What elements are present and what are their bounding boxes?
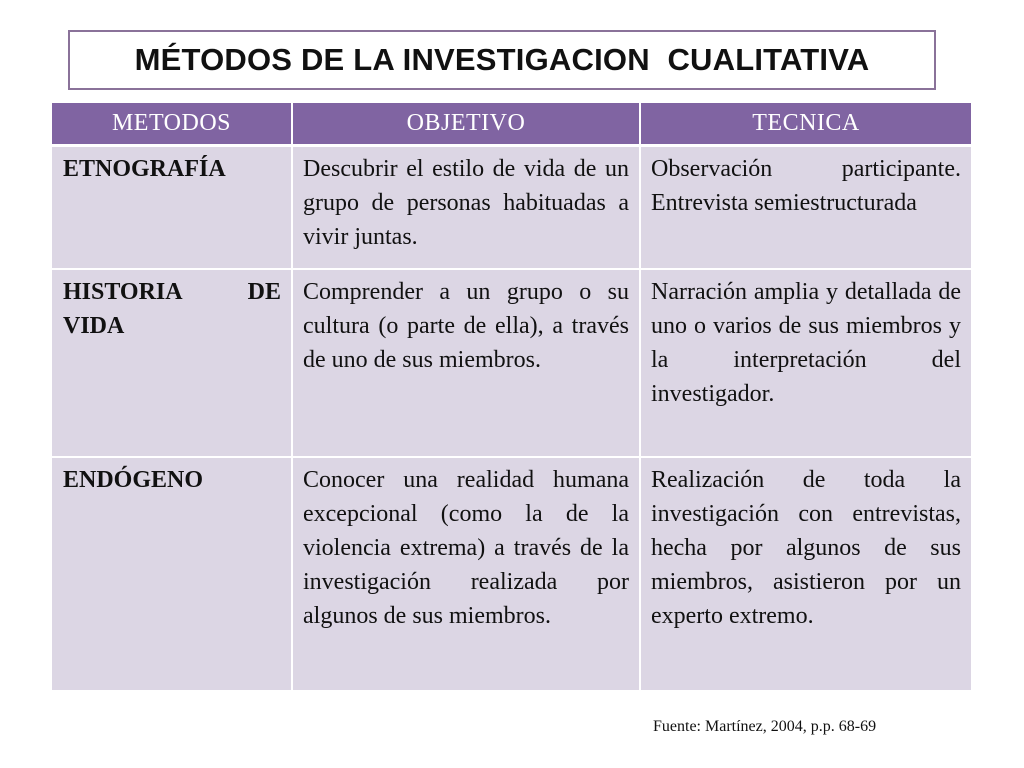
objective-cell: Descubrir el estilo de vida de un grupo de personas habituadas a vivir juntas.: [292, 145, 640, 269]
header-metodos: METODOS: [52, 103, 292, 145]
header-tecnica: TECNICA: [640, 103, 971, 145]
title-box: [68, 30, 936, 90]
method-cell: ENDÓGENO: [52, 457, 292, 690]
table-row: [52, 269, 971, 457]
objective-cell: Comprender a un grupo o su cultura (o parte de ella), a través de uno de sus miembros.: [292, 269, 640, 457]
technique-cell: Narración amplia y detallada de uno o varios de sus miembros y la interpretación del investigador.: [640, 269, 971, 457]
technique-cell: Observación participante. Entrevista semiestructurada: [640, 145, 971, 269]
table-row: [52, 457, 971, 690]
methods-table: [52, 103, 971, 690]
method-cell: HISTORIA DE VIDA: [52, 269, 292, 457]
technique-cell: Realización de toda la investigación con entrevistas, hecha por algunos de sus miembros, asistieron por un experto extremo.: [640, 457, 971, 690]
page-title: MÉTODOS DE LA INVESTIGACION CUALITATIVA: [134, 42, 870, 77]
header-objetivo: OBJETIVO: [292, 103, 640, 145]
source-citation: Fuente: Martínez, 2004, p.p. 68-69: [653, 718, 877, 735]
objective-cell: Conocer una realidad humana excepcional (como la de la violencia extrema) a través de la investigación realizada por algunos de sus miembros.: [292, 457, 640, 690]
method-cell: ETNOGRAFÍA: [52, 145, 292, 269]
table-header-row: [52, 103, 971, 145]
table-row: [52, 145, 971, 269]
